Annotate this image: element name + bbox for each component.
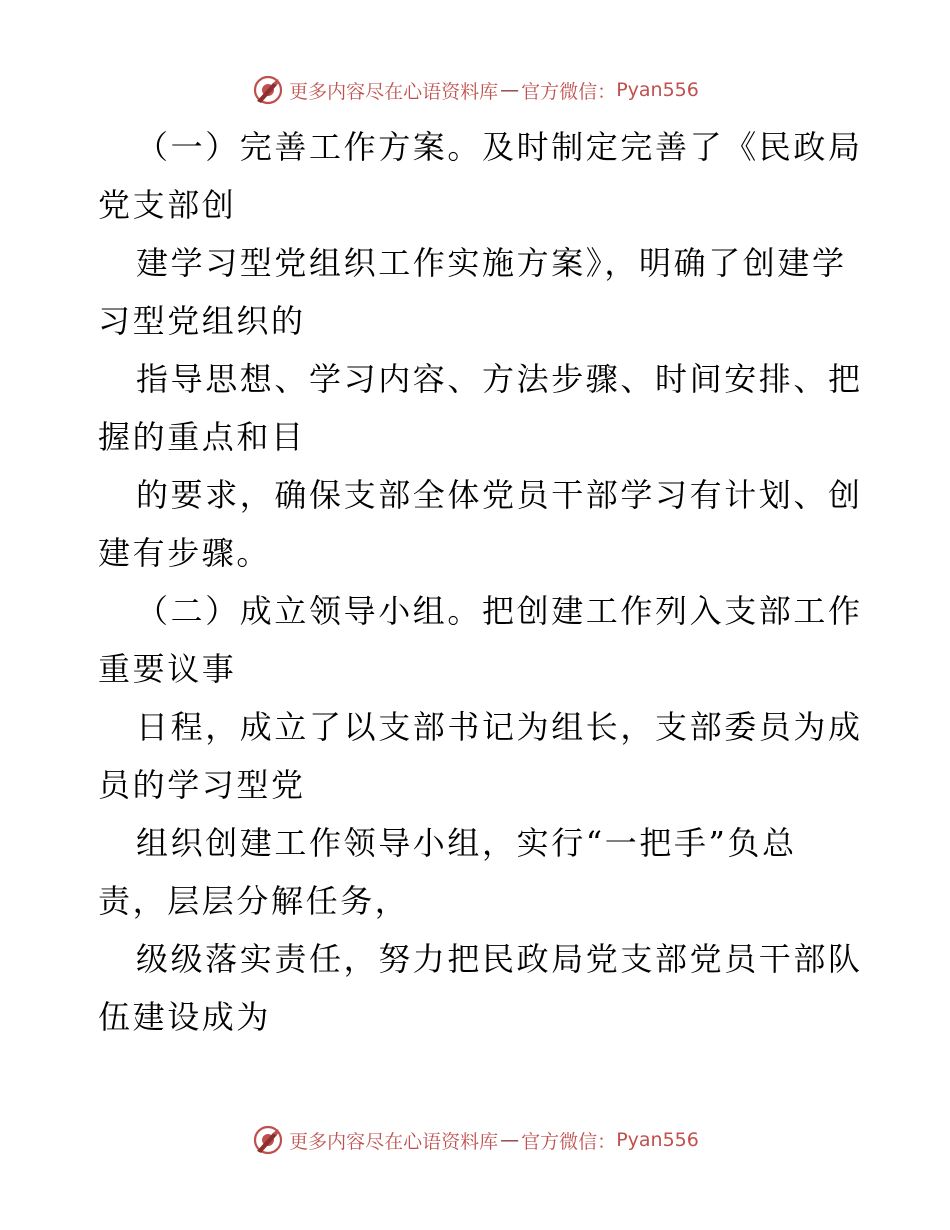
paragraph-line: 建有步骤。 [98,534,272,572]
footer-watermark [0,1120,950,1160]
watermark-separator: — [500,1129,520,1151]
paragraph-line: 党支部创 [98,186,237,224]
watermark-main-text: 更多内容尽在心语资料库 [289,80,499,103]
paragraph-line: 伍建设成为 [98,998,272,1036]
pen-logo-icon [251,1123,285,1157]
paragraph-line: 重要议事 [98,650,237,688]
watermark-main-text: 更多内容尽在心语资料库 [289,1130,499,1153]
paragraph-line: 的要求，确保支部全体党员干部学习有计划、创 [136,476,863,514]
watermark-account: Pyan556 [616,79,699,101]
paragraph-line: 责，层层分解任务， [98,882,410,920]
document-body [98,118,863,1046]
paragraph-line: 级级落实责任，努力把民政局党支部党员干部队 [136,940,863,978]
paragraph-line: 习型党组织的 [98,302,306,340]
paragraph-line: 员的学习型党 [98,766,306,804]
pen-logo-icon [251,73,285,107]
paragraph-line: （一）完善工作方案。及时制定完善了《民政局 [136,128,863,166]
watermark-separator: — [500,79,520,101]
paragraph-line: 建学习型党组织工作实施方案》，明确了创建学 [136,244,847,282]
watermark-label: 官方微信： [521,1130,617,1153]
paragraph-line: 指导思想、学习内容、方法步骤、时间安排、把 [136,360,863,398]
paragraph-line: （二）成立领导小组。把创建工作列入支部工作 [136,592,863,630]
paragraph-line: 组织创建工作领导小组，实行“一把手”负总 [136,824,797,862]
header-watermark [0,70,950,110]
paragraph-line: 握的重点和目 [98,418,306,456]
watermark-label: 官方微信： [521,80,617,103]
paragraph-line: 日程，成立了以支部书记为组长，支部委员为成 [136,708,863,746]
watermark-account: Pyan556 [616,1129,699,1151]
